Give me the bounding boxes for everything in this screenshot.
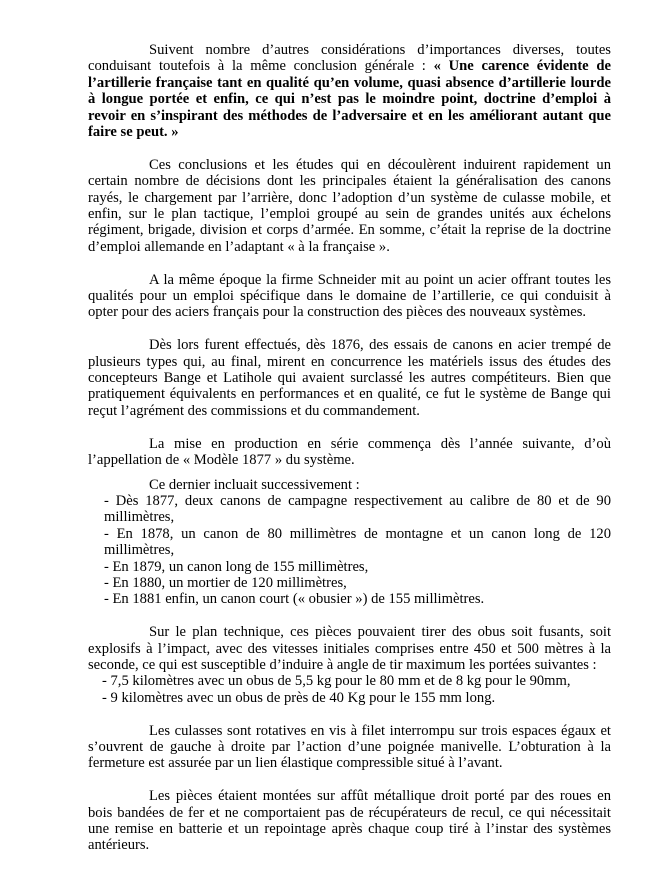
list-item: - En 1880, un mortier de 120 millimètres, [104, 574, 347, 591]
list-item: - En 1881 enfin, un canon court (« obusier ») de 155 millimètres. [104, 591, 485, 608]
list-item: - En 1878, un canon de 80 millimètres de montagne et un canon long de 120 millimètres, [104, 525, 611, 559]
list-item: - Dès 1877, deux canons de campagne respectivement au calibre de 80 et de 90 millimètres, [104, 492, 611, 526]
paragraph-technique: Sur le plan technique, ces pièces pouvaient tirer des obus soit fusants, soit explosifs à l’impact, avec des vitesses initiales comprises entre 450 et 500 mètres à la seconde, ce qui est susceptible d’induire à angle de tir maximum les portées suivantes : [88, 624, 611, 673]
paragraph-conclusion [88, 42, 611, 140]
paragraph-essais: Dès lors furent effectués, dès 1876, des essais de canons en acier trempé de plusieurs types qui, au final, mirent en concurrence les matériels issus des études des concepteurs Bange et Latihole qui avaient surclassé les autres compétiteurs. Bien que pratiquement équivalents en performances et en qualité, ce fut le système de Bange qui reçut l’agrément des commissions et du commandement. [88, 337, 611, 419]
list-item: - 7,5 kilomètres avec un obus de 5,5 kg pour le 80 mm et de 8 kg pour le 90mm, [102, 673, 571, 690]
paragraph-text: Suivent nombre d’autres considérations d’importances diverses, toutes conduisant toutefois à la même conclusion générale : [88, 42, 611, 75]
paragraph-decisions: Ces conclusions et les études qui en découlèrent induirent rapidement un certain nombre de décisions dont les principales étaient la généralisation des canons rayés, le chargement par l’arrière, donc l’adoption d’un système de culasse mobile, et enfin, sur le plan tactique, l’emploi groupé au sein de grandes unités aux échelons régiment, brigade, division et corps d’armée. En somme, c’était la reprise de la doctrine d’emploi allemande en l’adaptant « à la française ». [88, 156, 611, 255]
list-item: - 9 kilomètres avec un obus de près de 40 Kg pour le 155 mm long. [102, 689, 496, 706]
bold-quote: « Une carence évidente de l’artillerie française tant en qualité qu’en volume, quasi absence d’artillerie lourde à longue portée et enfin, ce qui n’est pas le moindre point, doctrine d’emploi à revoir en s’inspirant des méthodes de l’adversaire et en les améliorant autant que faire se peut. » [88, 58, 611, 141]
document-page [88, 42, 611, 854]
paragraph-production: La mise en production en série commença dès l’année suivante, d’où l’appellation de « Modèle 1877 » du système. [88, 435, 611, 469]
paragraph-list-intro: Ce dernier incluait successivement : [149, 476, 360, 493]
list-item: - En 1879, un canon long de 155 millimètres, [104, 558, 369, 575]
paragraph-schneider: A la même époque la firme Schneider mit au point un acier offrant toutes les qualités pour un emploi spécifique dans le domaine de l’artillerie, ce qui conduisit à opter pour des aciers français pour la construction des pièces des nouveaux systèmes. [88, 271, 611, 321]
paragraph-culasses: Les culasses sont rotatives en vis à filet interrompu sur trois espaces égaux et s’ouvrent de gauche à droite par l’action d’une poignée manivelle. L’obturation à la fermeture est assurée par un lien élastique compressible situé à l’avant. [88, 722, 611, 772]
paragraph-affut: Les pièces étaient montées sur affût métallique droit porté par des roues en bois bandées de fer et ne comportaient pas de récupérateurs de recul, ce qui nécessitait une remise en batterie et un repointage après chaque coup tiré à l’instar des systèmes antérieurs. [88, 788, 611, 854]
